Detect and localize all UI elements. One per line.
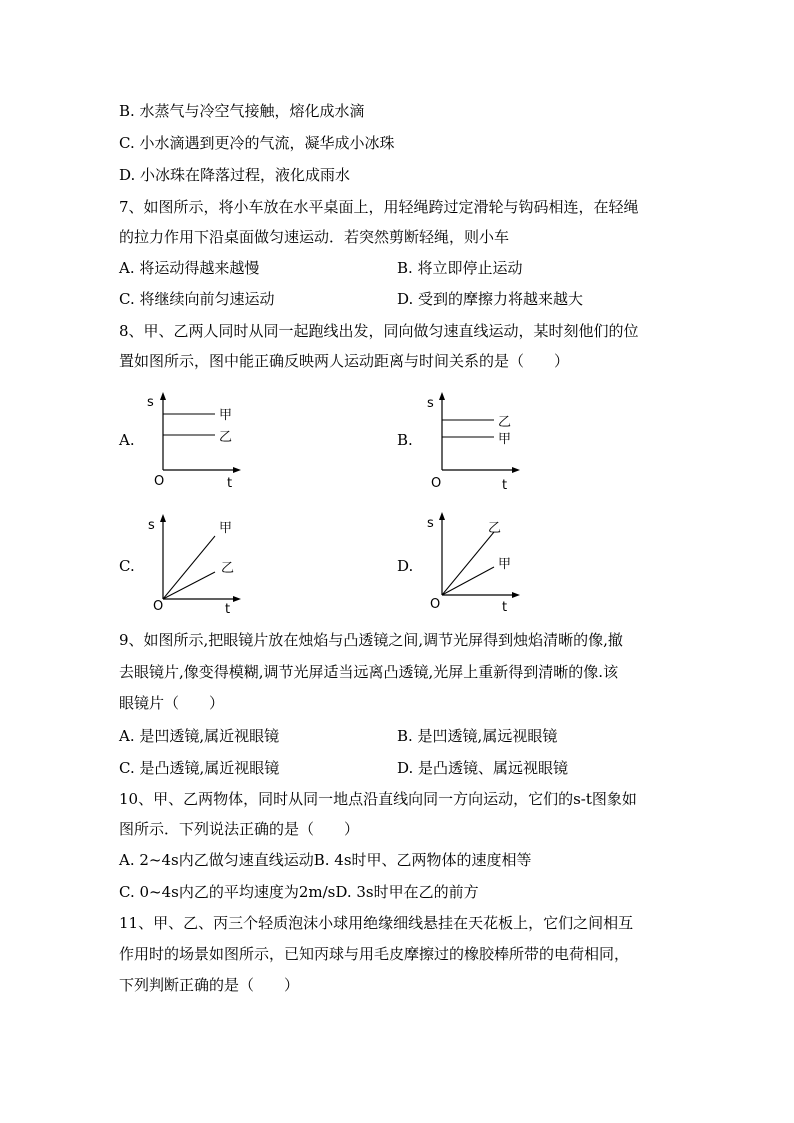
s-label: s — [427, 396, 434, 411]
q10-stem-line2: 图所示．下列说法正确的是（ ） — [119, 820, 360, 838]
lower-line-label: 甲 — [498, 557, 512, 572]
upper-line — [442, 532, 494, 595]
origin-label: O — [431, 476, 442, 491]
s-axis-arrow — [439, 512, 445, 520]
upper-line-label: 乙 — [488, 521, 502, 536]
q6-option-c: C. 小水滴遇到更冷的气流，凝华成小冰珠 — [119, 134, 395, 152]
q7-option-a: A. 将运动得越来越慢 — [119, 259, 260, 277]
q9-option-a: A. 是凹透镜,属近视眼镜 — [119, 727, 280, 745]
lower-line — [442, 567, 494, 595]
q9-stem-line3: 眼镜片（ ） — [119, 694, 225, 712]
origin-label: O — [153, 599, 164, 614]
q8-graph-b-label: B. — [397, 431, 413, 449]
origin-label: O — [154, 474, 165, 489]
s-axis-arrow — [439, 392, 445, 400]
s-axis-arrow — [160, 514, 166, 522]
t-label: t — [225, 602, 231, 617]
q8-graph-d-label: D. — [397, 557, 414, 575]
t-axis-arrow — [512, 592, 520, 598]
t-axis-arrow — [233, 596, 241, 602]
s-label: s — [427, 516, 434, 531]
lower-line-label: 乙 — [221, 561, 235, 576]
t-axis-arrow — [233, 467, 241, 473]
s-axis-arrow — [160, 392, 166, 400]
t-label: t — [502, 478, 508, 493]
q6-option-d: D. 小冰珠在降落过程，液化成雨水 — [119, 166, 351, 184]
lower-line-label: 乙 — [219, 430, 233, 445]
t-label: t — [502, 600, 508, 615]
q6-option-b: B. 水蒸气与冷空气接触，熔化成水滴 — [119, 102, 365, 120]
q9-option-c: C. 是凸透镜,属近视眼镜 — [119, 759, 280, 777]
q11-stem-line3: 下列判断正确的是（ ） — [119, 976, 300, 994]
lower-line — [163, 572, 215, 599]
t-axis-arrow — [512, 467, 520, 473]
s-label: s — [147, 395, 154, 410]
q7-stem-line1: 7、如图所示，将小车放在水平桌面上，用轻绳跨过定滑轮与钩码相连，在轻绳 — [119, 198, 639, 216]
t-label: t — [227, 476, 233, 491]
q8-graph-b — [424, 392, 524, 492]
q8-stem-line1: 8、甲、乙两人同时从同一起跑线出发，同向做匀速直线运动，某时刻他们的位 — [119, 322, 639, 340]
q8-graph-a-label: A. — [119, 431, 135, 449]
q7-stem-line2: 的拉力作用下沿桌面做匀速运动．若突然剪断轻绳，则小车 — [119, 228, 510, 246]
q11-stem-line1: 11、甲、乙、丙三个轻质泡沫小球用绝缘细线悬挂在天花板上，它们之间相互 — [119, 914, 634, 932]
origin-label: O — [430, 597, 441, 612]
q8-graph-c-label: C. — [119, 557, 135, 575]
upper-line-label: 乙 — [498, 415, 512, 430]
upper-line-label: 甲 — [219, 408, 233, 423]
q8-stem-line2: 置如图所示，图中能正确反映两人运动距离与时间关系的是（ ） — [119, 352, 570, 370]
q7-option-b: B. 将立即停止运动 — [397, 259, 523, 277]
q9-stem-line2: 去眼镜片,像变得模糊,调节光屏适当远离凸透镜,光屏上重新得到清晰的像.该 — [119, 663, 619, 681]
q9-option-d: D. 是凸透镜、属远视眼镜 — [397, 759, 569, 777]
q10-stem-line1: 10、甲、乙两物体，同时从同一地点沿直线向同一方向运动，它们的s-t图象如 — [119, 790, 637, 808]
q9-stem-line1: 9、如图所示,把眼镜片放在烛焰与凸透镜之间,调节光屏得到烛焰清晰的像,撤 — [119, 631, 623, 649]
lower-line-label: 甲 — [498, 432, 512, 447]
q8-graph-a — [145, 392, 245, 492]
s-label: s — [148, 518, 155, 533]
upper-line — [163, 536, 215, 599]
q10-options-cd: C. 0~4s内乙的平均速度为2m/sD. 3s时甲在乙的前方 — [119, 883, 479, 901]
q7-option-d: D. 受到的摩擦力将越来越大 — [397, 290, 584, 308]
q10-options-ab: A. 2~4s内乙做匀速直线运动B. 4s时甲、乙两物体的速度相等 — [119, 851, 532, 869]
upper-line-label: 甲 — [219, 521, 233, 536]
q8-graph-c — [145, 514, 245, 619]
q7-option-c: C. 将继续向前匀速运动 — [119, 290, 275, 308]
q8-graph-d — [424, 512, 524, 617]
q9-option-b: B. 是凹透镜,属远视眼镜 — [397, 727, 558, 745]
q11-stem-line2: 作用时的场景如图所示，已知丙球与用毛皮摩擦过的橡胶棒所带的电荷相同， — [119, 945, 630, 963]
